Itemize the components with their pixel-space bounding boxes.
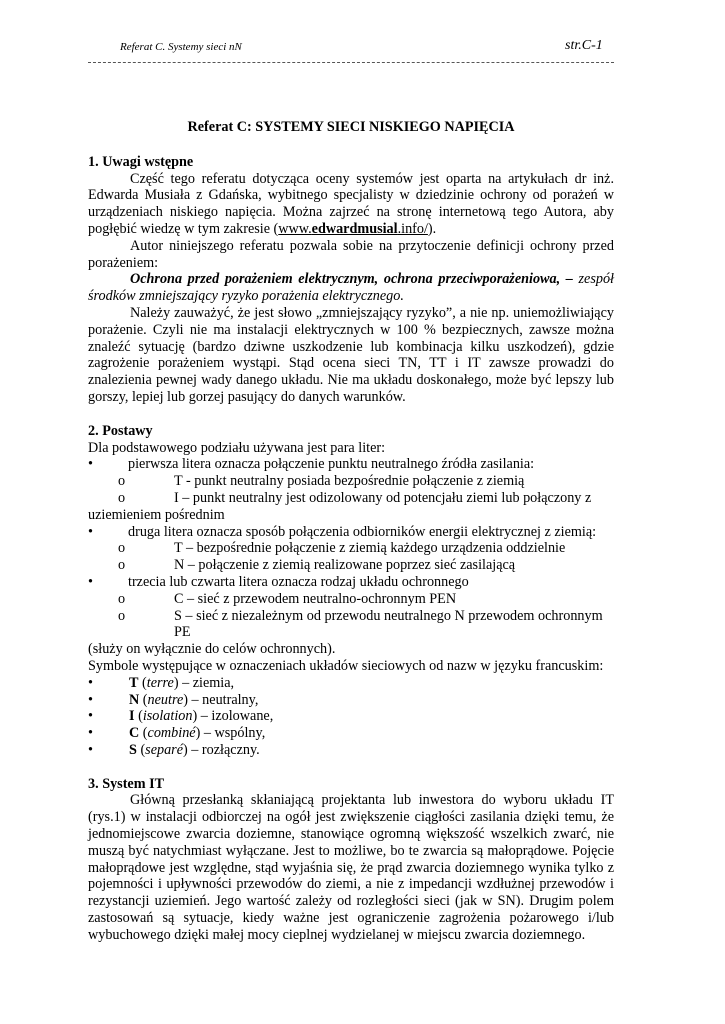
- symbol-letter: C: [129, 725, 140, 742]
- symbol-item: • T (terre) – ziemia,: [88, 674, 235, 691]
- circle-bullet-icon: o: [118, 473, 126, 490]
- link-suffix: .info/: [397, 220, 428, 237]
- paragraph: Główną przesłanką skłaniającą projektanta lub inwestora do wyboru układu IT (rys.1) w instalacji odbiorczej na ogół jest zwiększenie ciągłości zasilania dzięki temu, że jednomiejscowe zwarcia doziemne, stanowiące ogromną większość wszelkich zwarć, nie muszą być natychmiast wyłączane. Jest to możliwe, bo te zwarcia są małoprądowe. Pojęcie małoprądowe jest względne, stąd wyjaśnia się, że prąd zwarcia doziemnego wynika tylko z pojemności i upływności przewodów do ziemi, a nie z impedancji wzdłużnej przewodów i rezystancji uziemień. Jego wartość zależy od rozległości sieci (jak w SN). Drugim polem zastosowań są sytuacje, kiedy ważne jest ograniczenie zagrożenia pożarowego i/lub wybuchowego dzięki małej mocy cieplnej wydzielanej w miejscu zwarcia doziemnego.: [88, 792, 614, 943]
- bullet-icon: •: [88, 573, 93, 590]
- symbol-meaning: – wspólny,: [200, 725, 266, 742]
- bullet-icon: •: [88, 725, 93, 742]
- list-item: [88, 456, 614, 473]
- symbol-word: isolation: [142, 708, 193, 725]
- symbol-meaning: – izolowane,: [197, 708, 274, 725]
- symbol-meaning: – ziemia,: [178, 674, 235, 691]
- circle-bullet-icon: o: [118, 489, 126, 506]
- symbol-item: • C (combiné) – wspólny,: [88, 725, 266, 742]
- bullet-icon: •: [88, 674, 93, 691]
- symbol-letter: T: [129, 674, 139, 691]
- list-item-text: S – sieć z niezależnym od przewodu neutralnego N przewodem ochronnym PE: [174, 607, 603, 641]
- header-divider: [88, 62, 614, 63]
- sub-list-item: [88, 540, 614, 557]
- symbol-word: combiné: [147, 725, 196, 742]
- symbol-letter: N: [129, 691, 140, 708]
- list-item-text: T - punkt neutralny posiada bezpośrednie połączenie z ziemią: [174, 473, 525, 490]
- circle-bullet-icon: o: [118, 607, 126, 624]
- symbol-meaning: – neutralny,: [187, 691, 259, 708]
- bullet-icon: •: [88, 456, 93, 473]
- symbol-letter: I: [129, 708, 135, 725]
- paragraph: Należy zauważyć, że jest słowo „zmniejszający ryzyko”, a nie np. uniemożliwiający porażenie. Czyli nie ma instalacji elektrycznych w 100 % bezpiecznych, zawsze można znaleźć sytuację (bardzo dziwne uszkodzenie lub kombinacja kilku uszkodzeń), gdzie zagrożenie porażeniem wystąpi. Stąd ocena sieci TN, TT i IT zawsze prowadzi do znalezienia pewnej wady danego układu. Nie ma układu doskonałego, może być lepszy lub gorszy, lepiej lub gorzej pasujący do danych warunków.: [88, 304, 614, 405]
- symbol-word: neutre: [147, 691, 184, 708]
- running-header-title: Referat C. Systemy sieci nN: [120, 41, 242, 53]
- list-item-continuation: (służy on wyłącznie do celów ochronnych).: [88, 641, 336, 658]
- circle-bullet-icon: o: [118, 557, 126, 574]
- sub-list-item: [88, 557, 614, 574]
- symbol-word: terre: [146, 674, 174, 691]
- list-item-text: pierwsza litera oznacza połączenie punktu neutralnego źródła zasilania:: [128, 456, 535, 473]
- circle-bullet-icon: o: [118, 540, 126, 557]
- link-bold: edwardmusial: [311, 220, 398, 237]
- section-heading-2: 2. Postawy: [88, 422, 153, 439]
- list-item-text: N – połączenie z ziemią realizowane poprzez sieć zasilającą: [174, 557, 516, 574]
- symbol-meaning: – rozłączny.: [187, 741, 260, 758]
- sub-list-item: [88, 608, 614, 642]
- circle-bullet-icon: o: [118, 590, 126, 607]
- bullet-icon: •: [88, 708, 93, 725]
- section-heading-3: 3. System IT: [88, 775, 165, 792]
- sub-list-item: [88, 490, 614, 507]
- paragraph: Autor niniejszego referatu pozwala sobie na przytoczenie definicji ochrony przed porażeniem:: [88, 237, 614, 271]
- bullet-icon: •: [88, 523, 93, 540]
- document-body: [88, 119, 614, 944]
- paragraph: Dla podstawowego podziału używana jest para liter:: [88, 439, 386, 456]
- symbol-word: separé: [145, 741, 183, 758]
- list-item-text: T – bezpośrednie połączenie z ziemią każdego urządzenia oddzielnie: [174, 540, 566, 557]
- symbol-item: • S (separé) – rozłączny.: [88, 741, 260, 758]
- list-item-text: I – punkt neutralny jest odizolowany od potencjału ziemi lub połączony z: [174, 489, 592, 506]
- bullet-icon: •: [88, 741, 93, 758]
- symbol-item: • N (neutre) – neutralny,: [88, 691, 259, 708]
- author-website-link[interactable]: [278, 221, 428, 237]
- link-prefix: www.: [278, 220, 312, 237]
- definition-paragraph: [88, 271, 614, 305]
- sub-list-item: [88, 591, 614, 608]
- paragraph-text: ).: [427, 220, 437, 237]
- symbol-item: • I (isolation) – izolowane,: [88, 708, 274, 725]
- bullet-icon: •: [88, 691, 93, 708]
- paragraph: [88, 171, 614, 238]
- sub-list-item: [88, 473, 614, 490]
- list-item: [88, 524, 614, 541]
- definition-text: zespół środków zmniejszający ryzyko porażenia elektrycznego.: [88, 271, 614, 305]
- symbol-letter: S: [129, 741, 137, 758]
- paragraph-text: Część tego referatu dotycząca oceny systemów jest oparta na artykułach dr inż. Edwarda Musiała z Gdańska, wybitnego specjalisty w dziedzinie ochrony od porażeń w urządzeniach niskiego napięcia. Można zajrzeć na stronę internetową tego Autora, aby pogłębić wiedzę w tym zakresie (: [88, 170, 614, 237]
- list-item-text: C – sieć z przewodem neutralno-ochronnym PEN: [174, 590, 457, 607]
- list-item: [88, 574, 614, 591]
- list-item-continuation: uziemieniem pośrednim: [88, 506, 225, 523]
- section-heading-1: 1. Uwagi wstępne: [88, 153, 194, 170]
- paragraph: Symbole występujące w oznaczeniach układów sieciowych od nazw w języku francuskim:: [88, 657, 604, 674]
- list-item-text: trzecia lub czwarta litera oznacza rodzaj układu ochronnego: [128, 573, 469, 590]
- page-number: str.C-1: [565, 38, 603, 53]
- document-title: Referat C: SYSTEMY SIECI NISKIEGO NAPIĘCIA: [187, 119, 515, 135]
- definition-term: Ochrona przed porażeniem elektrycznym, ochrona przeciwporażeniowa, –: [130, 271, 573, 288]
- list-item-text: druga litera oznacza sposób połączenia odbiorników energii elektrycznej z ziemią:: [128, 523, 597, 540]
